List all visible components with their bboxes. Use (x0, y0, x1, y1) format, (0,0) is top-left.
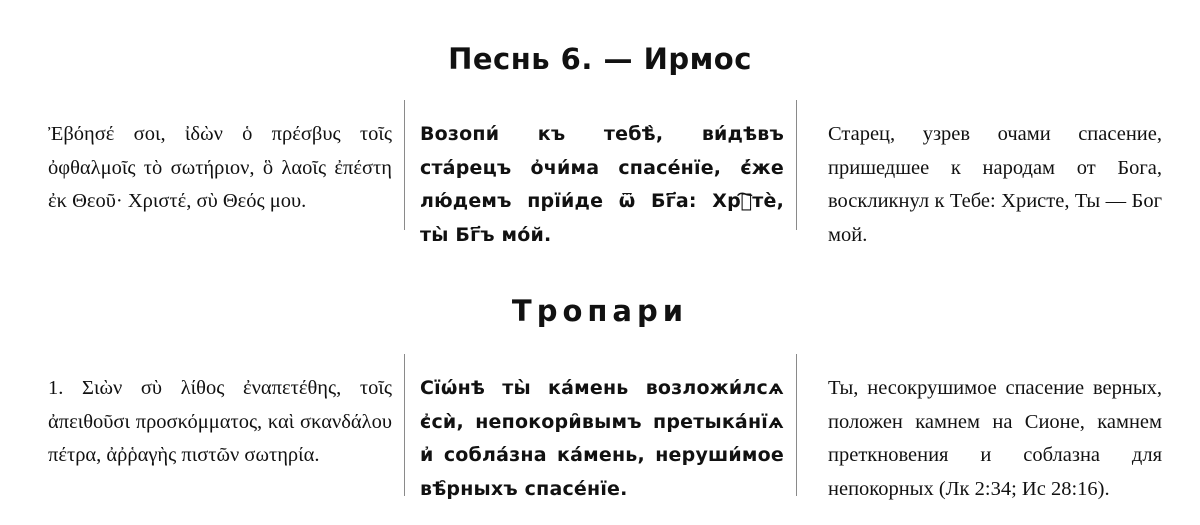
column-divider (796, 354, 797, 496)
troparion-slavonic-column (420, 354, 784, 500)
column-divider (404, 354, 405, 496)
troparia-heading: Тропари (511, 294, 689, 328)
irmos-greek-column (38, 100, 392, 230)
irmos-russian-column (808, 100, 1162, 246)
irmos-greek-text: Ἐβόησέ σοι, ἰδὼν ὁ πρέσβυς τοῖς ὀφθαλμοῖς τὸ σωτήριον, ὃ λαοῖς ἐπέστη ἐκ Θεοῦ· Χριστέ, σὺ Θεός μου. (48, 123, 392, 212)
irmos-row (0, 100, 1200, 246)
troparion-slavonic-text: Сїѡ́нѣ ты̀ ка́мень возложи́лсѧ є҆сѝ, непокори̑вымъ претыка́нїѧ и҆ собла́зна ка́мень, неруши́мое вѣ̑рныхъ спасе́нїе. (420, 377, 784, 500)
troparion-russian-column (808, 354, 1162, 500)
column-divider (796, 100, 797, 230)
troparia-row (0, 354, 1200, 500)
irmos-heading: Песнь 6. — Ирмос (448, 42, 752, 76)
irmos-slavonic-column (420, 100, 784, 246)
troparion-greek-column (38, 354, 392, 496)
column-divider (404, 100, 405, 230)
troparion-greek-text: 1. Σιὼν σὺ λίθος ἐναπετέθης, τοῖς ἀπειθοῦσι προσκόμματος, καὶ σκανδάλου πέτρα, ἀῤῥαγὴς πιστῶν σωτηρία. (48, 377, 392, 466)
irmos-slavonic-text: Возопи́ къ тебѣ̀, ви́дѣвъ ста́рецъ о҆чи́ма спасе́нїе, є҆́же лю́демъ прїи́де ѿ Бг҃а: Хрⷭ҇тѐ, ты̀ Бг҃ъ мо́й. (420, 123, 784, 246)
troparion-russian-text: Ты, несокрушимое спасение верных, положен камнем на Сионе, камнем преткновения и соблазна для непокорных (Лк 2:34; Ис 28:16). (828, 377, 1162, 500)
irmos-russian-text: Старец, узрев очами спасение, пришедшее к народам от Бога, воскликнул к Тебе: Христе, Ты — Бог мой. (828, 123, 1162, 246)
